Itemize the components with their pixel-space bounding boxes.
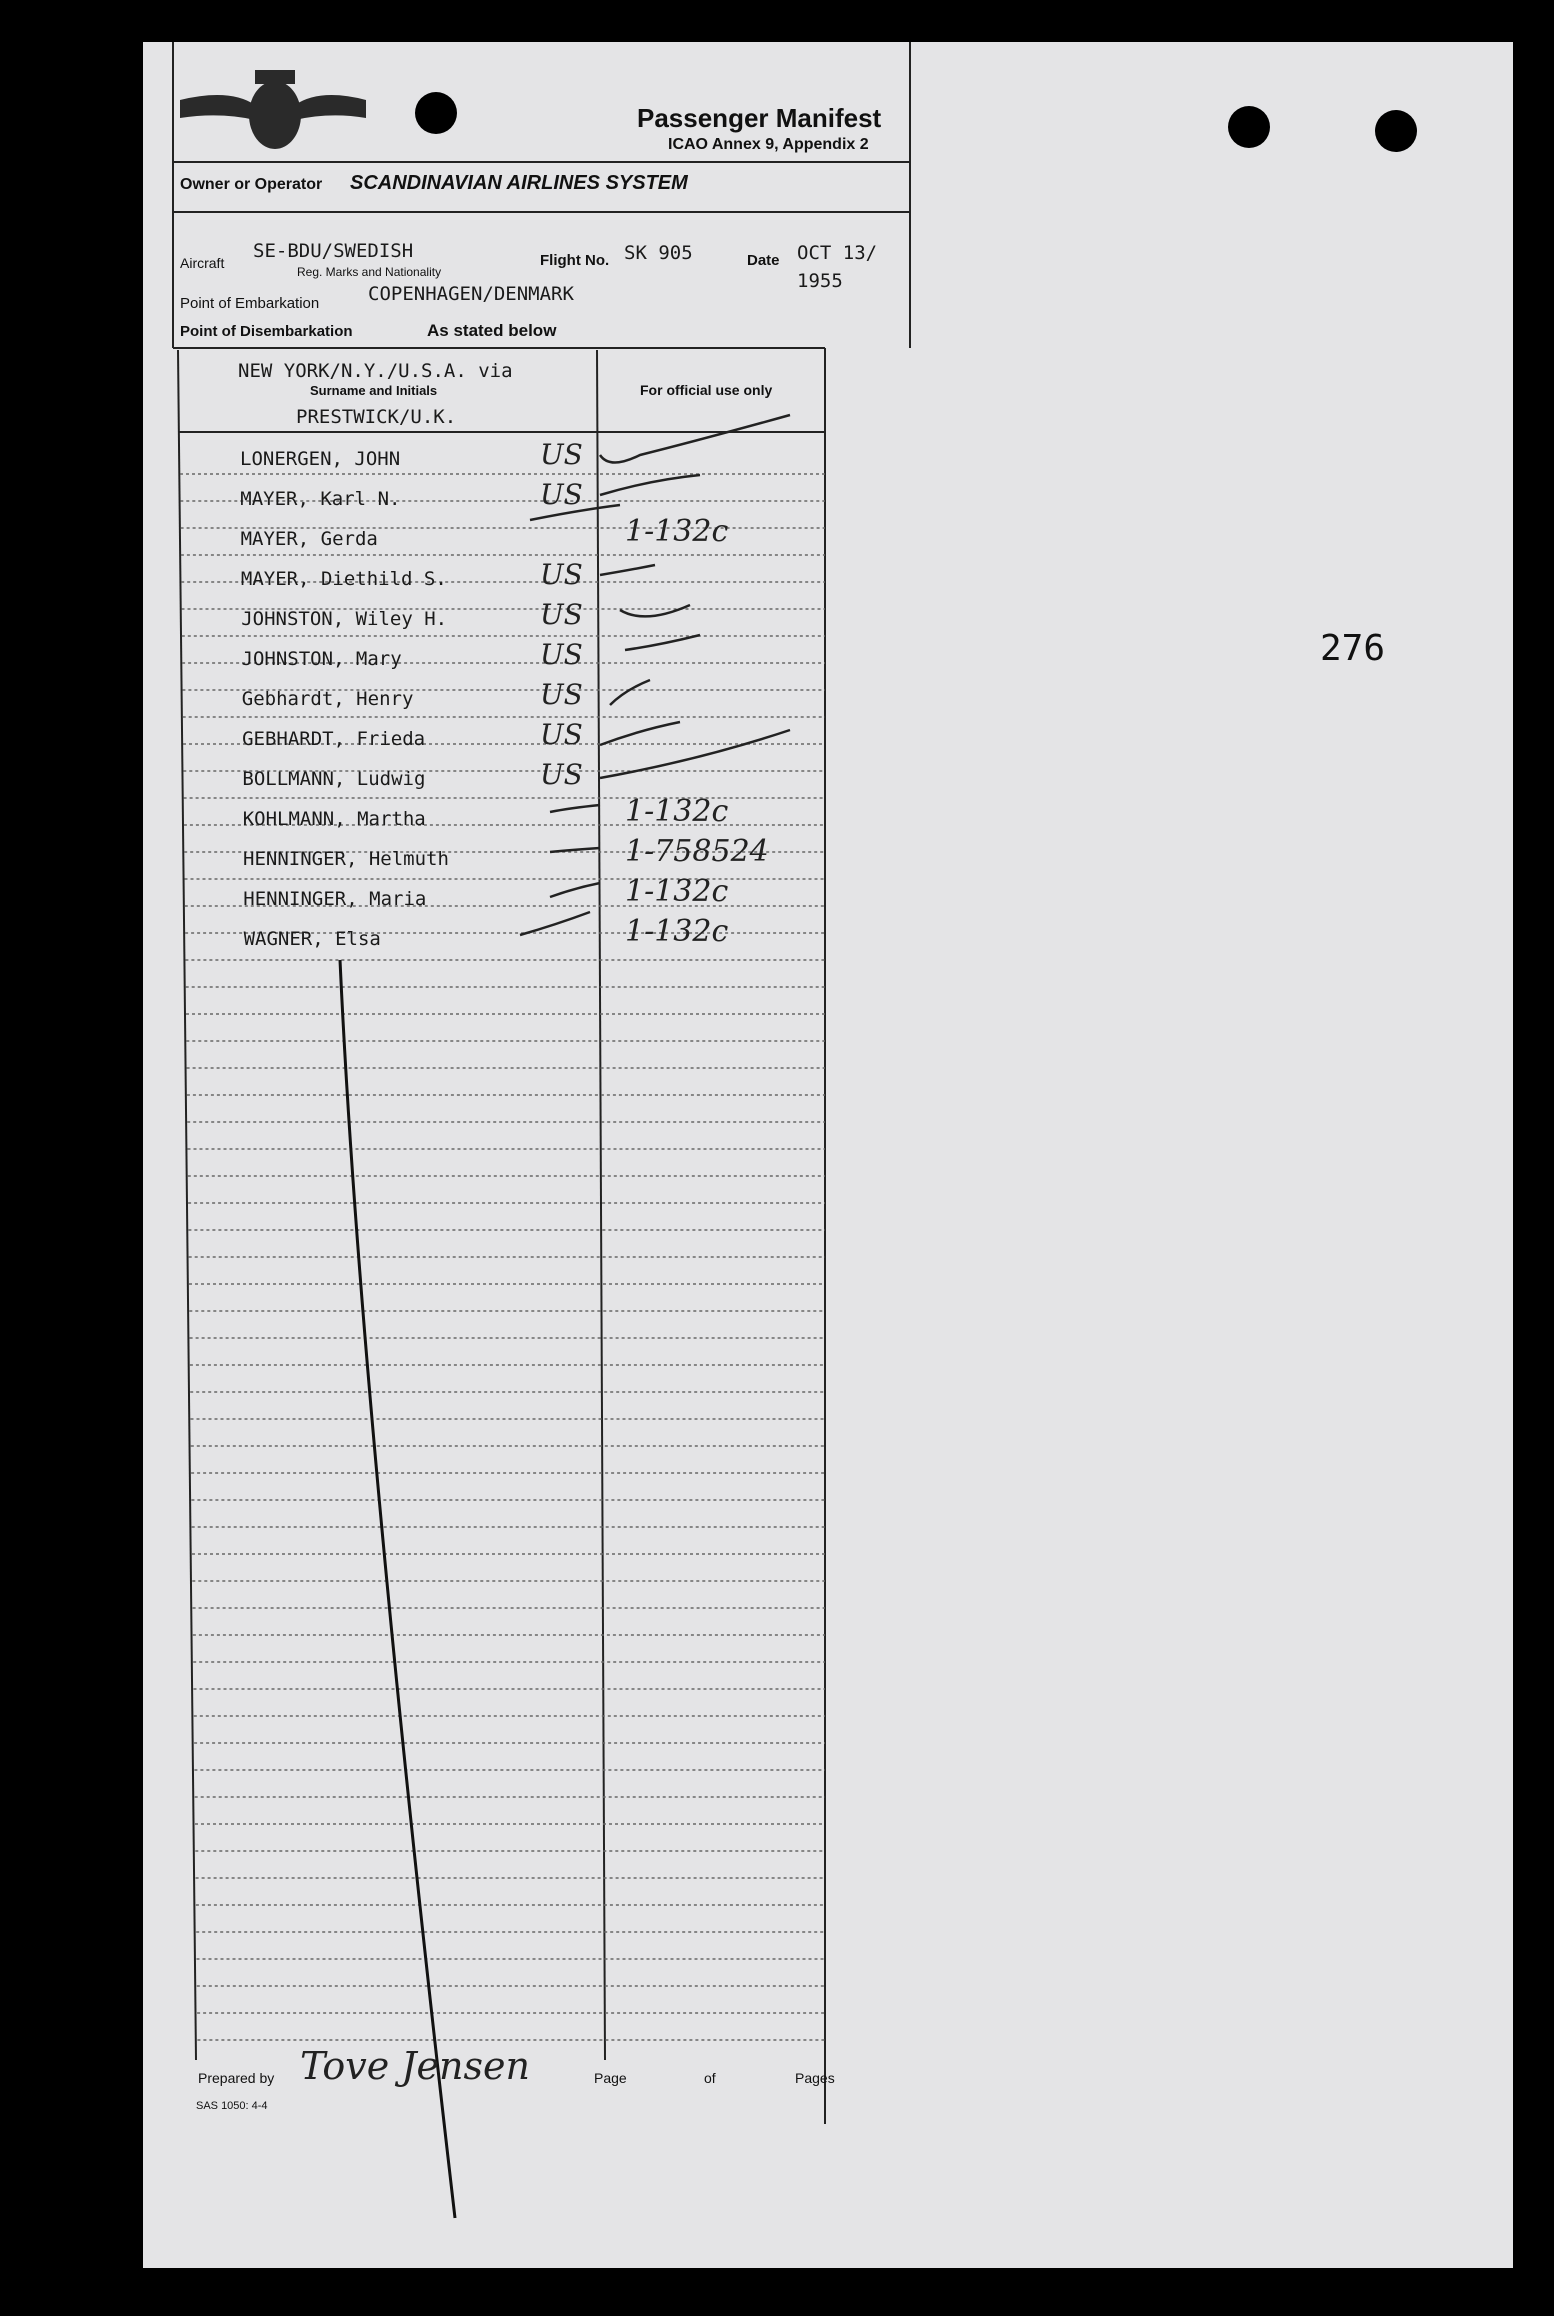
official-use-header: For official use only xyxy=(640,382,773,398)
passenger-name: GEBHARDT, Frieda xyxy=(242,728,426,750)
flight-label: Flight No. xyxy=(540,252,610,269)
date-value: OCT 13/ xyxy=(797,242,878,264)
passenger-mark: US xyxy=(540,478,583,511)
owner-value: SCANDINAVIAN AIRLINES SYSTEM xyxy=(350,172,688,194)
aircraft-value: SE-BDU/SWEDISH xyxy=(253,240,414,262)
passenger-mark: US xyxy=(540,598,583,631)
passenger-mark: US xyxy=(540,758,583,791)
passenger-name: BOLLMANN, Ludwig xyxy=(242,768,426,790)
page-number: 276 xyxy=(1320,628,1386,669)
passenger-name: Gebhardt, Henry xyxy=(241,688,414,710)
passenger-official-note: 1-132c xyxy=(625,874,729,909)
passenger-mark: US xyxy=(540,678,583,711)
page-label: Page xyxy=(594,2070,627,2086)
passenger-official-note: 1-132c xyxy=(625,514,729,549)
embarkation-label: Point of Embarkation xyxy=(180,295,320,312)
destination-line1: NEW YORK/N.Y./U.S.A. via xyxy=(238,360,513,382)
passenger-name: LONERGEN, JOHN xyxy=(240,448,401,470)
pages-label: Pages xyxy=(795,2070,835,2086)
embarkation-value: COPENHAGEN/DENMARK xyxy=(368,283,574,305)
passenger-name: JOHNSTON, Wiley H. xyxy=(241,608,448,630)
passenger-name: HENNINGER, Helmuth xyxy=(243,848,449,870)
passenger-official-note: 1-132c xyxy=(625,794,729,829)
prepared-by-label: Prepared by xyxy=(198,2070,275,2086)
passenger-name: MAYER, Karl N. xyxy=(240,488,401,510)
date-label: Date xyxy=(747,252,780,269)
passenger-name: HENNINGER, Maria xyxy=(243,888,427,910)
passenger-name: JOHNSTON, Mary xyxy=(241,648,402,670)
surname-header: Surname and Initials xyxy=(310,383,438,398)
owner-label: Owner or Operator xyxy=(180,176,323,193)
aircraft-label: Aircraft xyxy=(180,255,225,271)
passenger-mark: US xyxy=(540,558,583,591)
passenger-mark: US xyxy=(540,718,583,751)
passenger-mark: US xyxy=(540,638,583,671)
passenger-official-note: 1-132c xyxy=(625,914,729,949)
passenger-mark: US xyxy=(540,438,583,471)
passenger-name: MAYER, Diethild S. xyxy=(240,568,447,590)
form-subtitle: ICAO Annex 9, Appendix 2 xyxy=(668,136,869,153)
airline-logo xyxy=(180,70,366,149)
form-code: SAS 1050: 4-4 xyxy=(196,2100,268,2112)
preparer-signature: Tove Jensen xyxy=(300,2044,530,2088)
aircraft-sublabel: Reg. Marks and Nationality xyxy=(297,265,442,279)
passenger-official-note: 1-758524 xyxy=(625,834,769,869)
flight-value: SK 905 xyxy=(624,242,693,264)
year-value: 1955 xyxy=(797,270,843,292)
passenger-name: MAYER, Gerda xyxy=(240,528,378,550)
form-title: Passenger Manifest xyxy=(637,103,882,133)
destination-line2: PRESTWICK/U.K. xyxy=(296,406,457,428)
disembarkation-value: As stated below xyxy=(427,321,557,340)
disembarkation-label: Point of Disembarkation xyxy=(180,323,353,340)
passenger-name: KOHLMANN, Martha xyxy=(242,808,426,830)
passenger-name: WAGNER, Elsa xyxy=(243,928,381,950)
of-label: of xyxy=(704,2070,716,2086)
